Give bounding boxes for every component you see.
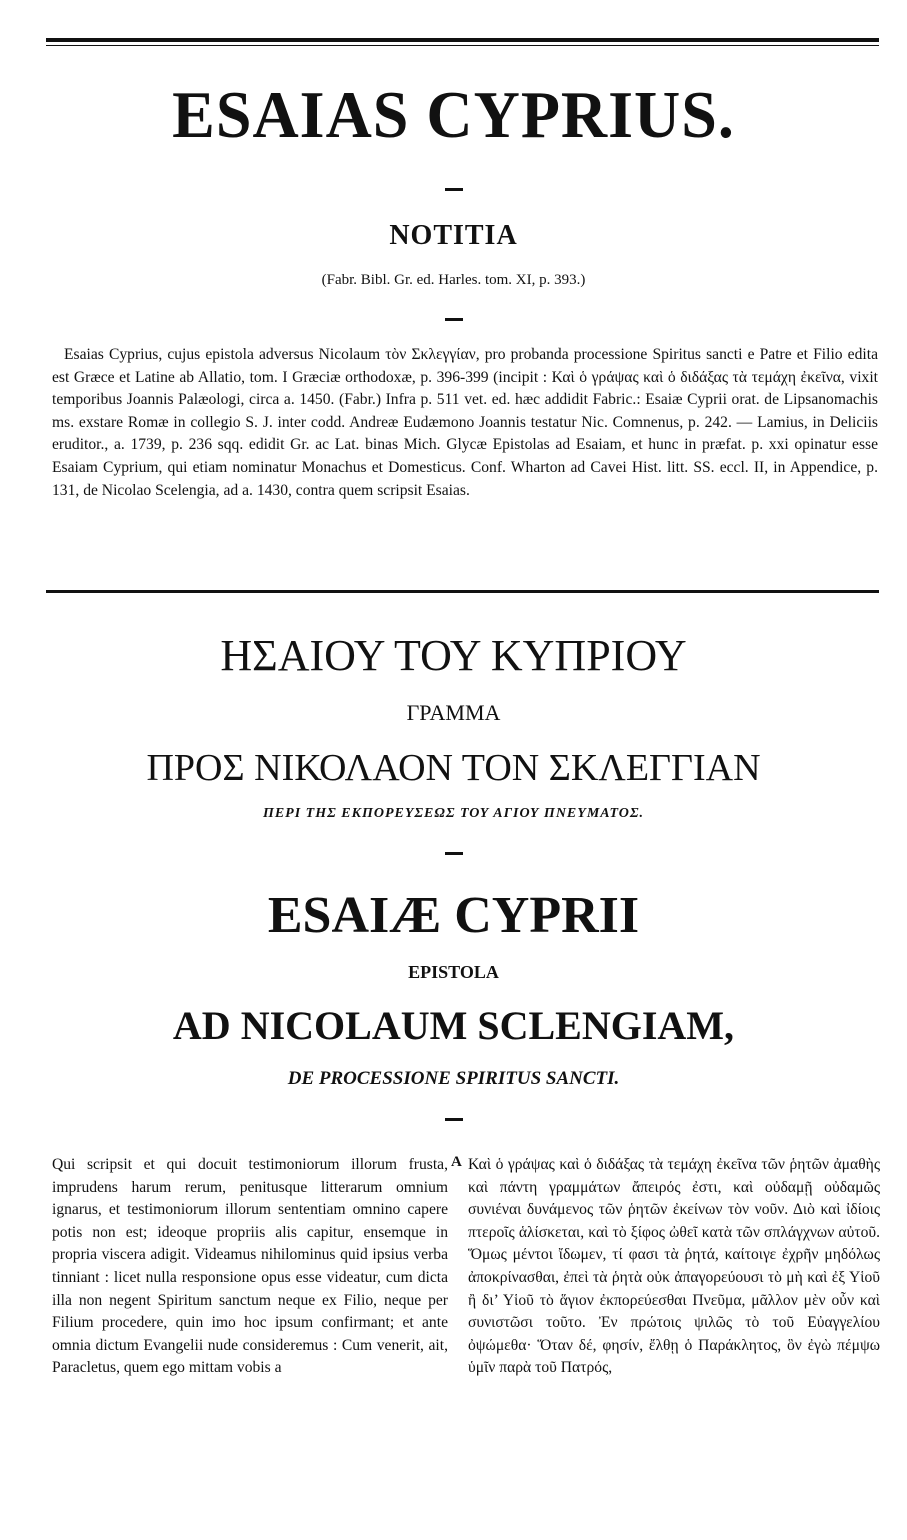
divider-dash: [445, 188, 463, 191]
section-heading: NOTITIA: [389, 220, 518, 251]
page-title: ESAIAS CYPRIUS.: [172, 77, 735, 152]
source-reference: (Fabr. Bibl. Gr. ed. Harles. tom. XI, p. 393.): [321, 272, 586, 288]
divider-dash: [445, 318, 463, 321]
latin-column: [52, 1154, 448, 1380]
greek-subtitle: ΓΡΑΜΜΑ: [406, 700, 501, 725]
notice-paragraph: [52, 344, 878, 502]
greek-column-text: Καὶ ὁ γράψας καὶ ὁ διδάξας τὰ τεμάχη ἐκεῖνα τῶν ῥητῶν ἀμαθὴς καὶ πάντη γραμμάτων ἄπειρός ἐστι, καὶ οὐδαμῇ οὐδαμῶς συνιέναι δυνάμενος τῶν ῥητῶν ἐκείνων τὸν νοῦν. Διὸ καὶ ἰδίοις πτεροῖς ἁλίσκεται, καὶ τὸ ξίφος ὠθεῖ κατὰ τῶν σπλάγχνων αὐτοῦ. Ὅμως μέντοι ἴδωμεν, τί φασι τὰ ῥητά, καίτοιγε ἐχρῆν μηδόλως ἀποκρίνασθαι, ἐπεὶ τὰ ῥητὰ οὐκ ἀπαγορεύουσι τὸ μὴ καὶ ἐξ Υἱοῦ ἢ δι’ Υἱοῦ τὸ ἅγιον ἐκπορεύεσθαι Πνεῦμα, μᾶλλον μὲν οὖν καὶ συνιστῶσι τοῦτο. Ἐν πρώτοις ψιλῶς τὸ τοῦ Εὐαγγελίου ὀψώμεθα· Ὅταν δέ, φησίν, ἔλθῃ ὁ Παράκλητος, ὃν ἐγὼ πέμψω ὑμῖν παρὰ τοῦ Πατρός,: [468, 1156, 880, 1377]
latin-topic: DE PROCESSIONE SPIRITUS SANCTI.: [287, 1068, 620, 1089]
latin-title: ESAIÆ CYPRII: [267, 887, 640, 944]
greek-title: ΗΣΑΙΟΥ ΤΟΥ ΚΥΠΡΙΟΥ: [220, 631, 687, 680]
greek-addressee: ΠΡΟΣ ΝΙΚΟΛΑΟΝ ΤΟΝ ΣΚΛΕΓΓΙΑΝ: [146, 747, 761, 789]
latin-addressee: AD NICOLAUM SCLENGIAM,: [172, 1003, 735, 1048]
latin-column-text: Qui scripsit et qui docuit testimoniorum illorum frusta, imprudens harum rerum, penitusque litterarum omnium ignarus, et testimoniorum illorum sententiam omnino capere potis non est; ideoque propriis alis capitur, ensemque in propria viscera adigit. Videamus nihilominus quid ipsius verba tinniant : licet nulla responsione opus esse videatur, cum dicta illa non negent Spiritum sanctum neque ex Filio, neque per Filium procedere, quin imo hoc ipsum confirmant; et ante omnia dictum Evangelii nude consideremus : Cum venerit, ait, Paracletus, quem ego mittam vobis a: [52, 1156, 448, 1377]
divider-dash: [445, 1118, 463, 1121]
margin-letter: A: [451, 1154, 462, 1170]
greek-topic: ΠΕΡΙ ΤΗΣ ΕΚΠΟΡΕΥΣΕΩΣ ΤΟΥ ΑΓΙΟΥ ΠΝΕΥΜΑΤΟΣ.: [262, 806, 645, 821]
section-rule: [46, 590, 879, 593]
latin-subtitle: EPISTOLA: [408, 962, 499, 982]
notice-text: Esaias Cyprius, cujus epistola adversus Nicolaum τὸν Σκλεγγίαν, pro probanda processione Spiritus sancti e Patre et Filio edita est Græce et Latine ab Allatio, tom. I Græciæ orthodoxæ, p. 396-399 (incipit : Καὶ ὁ γράψας καὶ ὁ διδάξας τὰ τεμάχη ἐκεῖνα, vixit temporibus Joannis Palæologi, circa a. 1450. (Fabr.) Infra p. 511 vet. ed. hæc addidit Fabric.: Esaiæ Cyprii orat. de Lipsanomachis ms. exstare Romæ in collegio S. J. inter codd. Andreæ Eudæmono Joannis testatur Nic. Comnenus, p. 242. — Lamius, in Deliciis eruditor., a. 1739, p. 236 sqq. edidit Gr. ac Lat. binas Mich. Glycæ Epistolas ad Esaiam, et hunc in præfat. p. xxi opinatur esse Esaiam Cyprium, qui etiam nominatur Monachus et Domesticus. Conf. Wharton ad Cavei Hist. litt. SS. eccl. II, in Appendice, p. 131, de Nicolao Scelengia, ad a. 1430, contra quem scripsit Esaias.: [52, 346, 878, 499]
greek-column: [468, 1154, 880, 1380]
top-double-rule: [46, 38, 879, 46]
divider-dash: [445, 852, 463, 855]
